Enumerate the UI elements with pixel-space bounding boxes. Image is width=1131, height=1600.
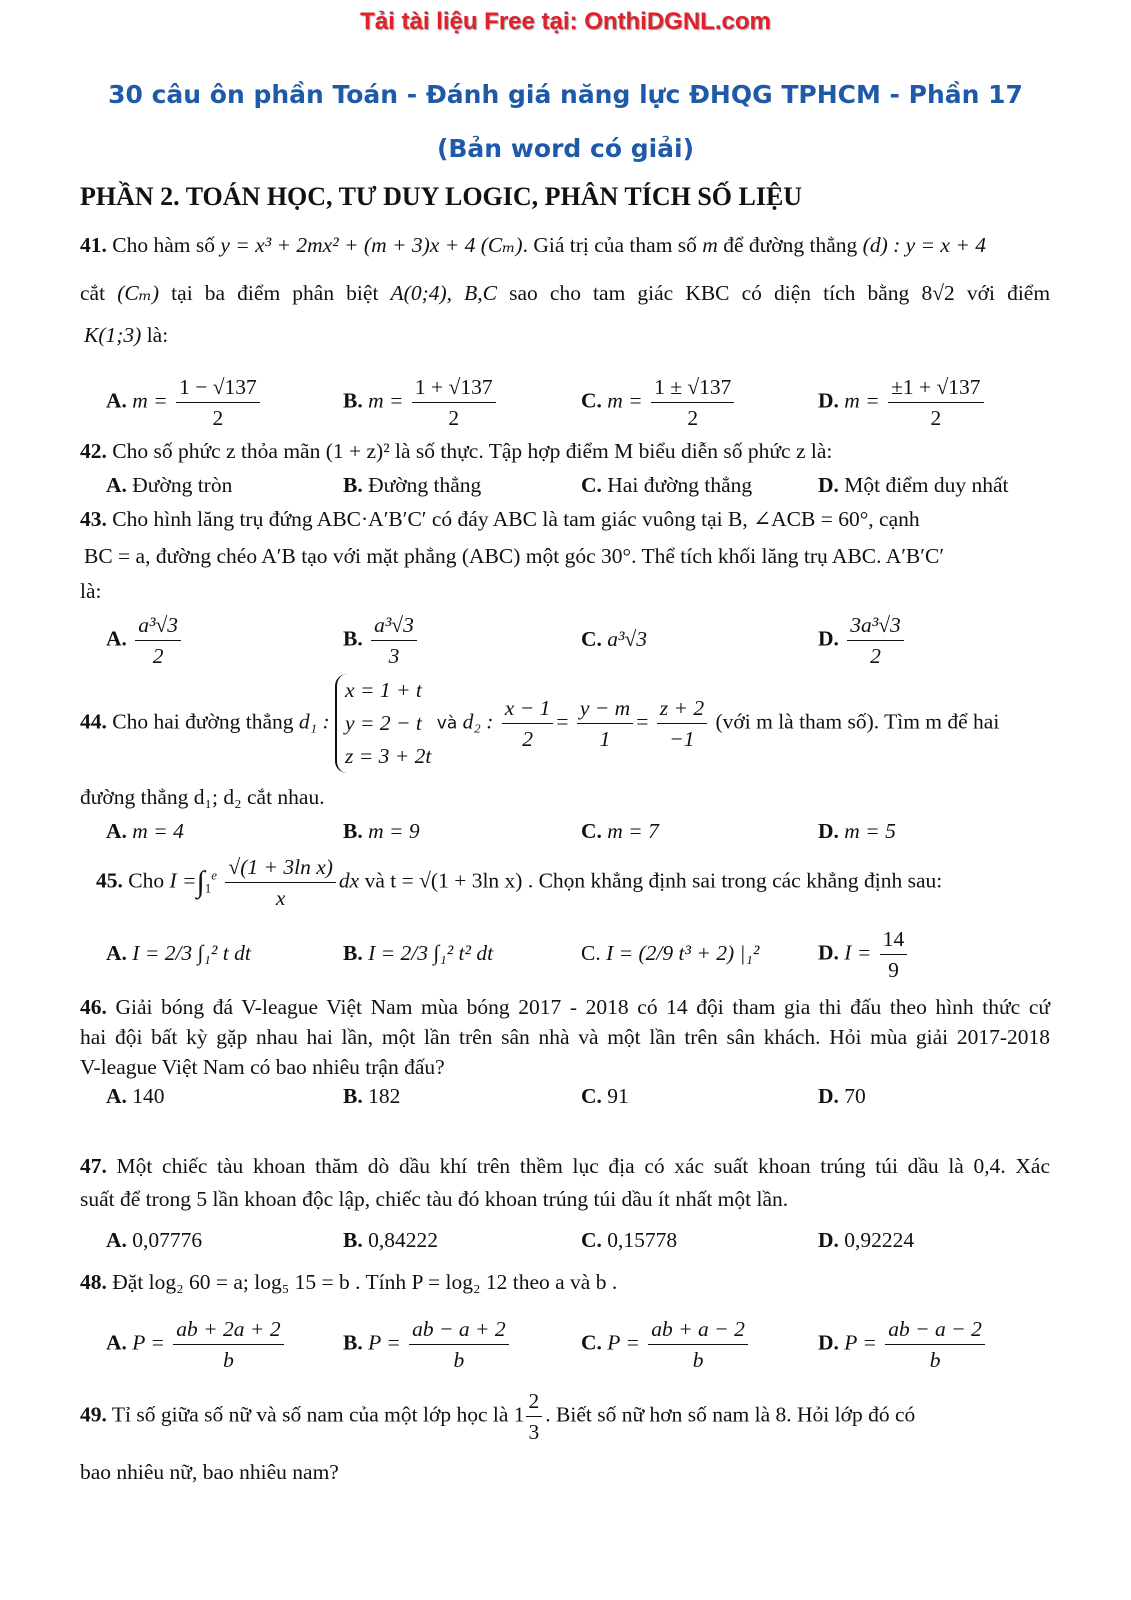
question-43-line-2: BC = a, đường chéo A′B tạo với mặt phẳng (ABC) một góc 30°. Thể tích khối lăng trụ ABC. A′B′C′ (84, 544, 945, 568)
question-43-line-1: 43. Cho hình lăng trụ đứng ABC·A′B′C′ có đáy ABC là tam giác vuông tại B, ∠ACB = 60°, cạnh (80, 507, 920, 531)
q43-option-d[interactable]: D. $\frac{\text{3a³√3}}{2}$ (818, 610, 907, 671)
q44-option-c[interactable]: C. m = 7 (581, 819, 659, 843)
q43-option-a[interactable]: A. $\frac{\text{a³√3}}{2}$ (106, 610, 184, 671)
question-41-line-2: cắt (Cₘ) tại ba điểm phân biệt A(0;4), B,C sao cho tam giác KBC có diện tích bằng 8√2 với điểm (80, 281, 1051, 305)
page-title: 30 câu ôn phần Toán - Đánh giá năng lực ĐHQG TPHCM - Phần 17 (108, 80, 1023, 109)
q48-option-d[interactable]: D. P = $\frac{ab - a - 2}{b}$ (818, 1314, 988, 1375)
section-heading: PHẦN 2. TOÁN HỌC, TƯ DUY LOGIC, PHÂN TÍCH SỐ LIỆU (80, 182, 803, 211)
q45-option-d[interactable]: D. I = $\frac{14}{9}$ (818, 924, 910, 985)
question-42: 42. Cho số phức z thỏa mãn (1 + z)² là số thực. Tập hợp điểm M biểu diễn số phức z là: (80, 439, 833, 463)
q45-option-b[interactable]: B. I = 2/3 ∫₁² t² dt (343, 941, 494, 965)
question-49-line-1: 49. Tỉ số giữa số nữ và số nam của một lớp học là 1 $\frac{2}{3}$ . Biết số nữ hơn số nam là 8. Hỏi lớp đó có (80, 1386, 1050, 1447)
q42-option-b[interactable]: B. Đường thẳng (343, 473, 482, 497)
q46-option-a[interactable]: A. 140 (106, 1084, 165, 1108)
question-49-line-2: bao nhiêu nữ, bao nhiêu nam? (80, 1460, 339, 1484)
q45-option-c[interactable]: C. I = (2/9 t³ + 2) |₁² (581, 941, 760, 965)
question-41-line-3: K(1;3) là: (84, 323, 169, 347)
question-number: 41. (80, 233, 107, 257)
q44-option-b[interactable]: B. m = 9 (343, 819, 420, 843)
question-46-line-2: hai đội bất kỳ gặp nhau hai lần, một lần trên sân nhà và một lần trên sân khách. Hỏi mùa giải 2017-2018 (80, 1025, 1050, 1049)
question-46-line-3: V-league Việt Nam có bao nhiêu trận đấu? (80, 1055, 445, 1079)
q43-option-b[interactable]: B. $\frac{\text{a³√3}}{3}$ (343, 610, 420, 671)
q41-option-d[interactable]: D. m = $\frac{\pm 1 + √137}{2}$ (818, 372, 987, 433)
page-subtitle: (Bản word có giải) (436, 134, 695, 163)
q48-option-b[interactable]: B. P = $\frac{ab - a + 2}{b}$ (343, 1314, 512, 1375)
question-47-line-1: 47. Một chiếc tàu khoan thăm dò dầu khí trên thềm lục địa có xác suất khoan trúng túi dầu là 0,4. Xác (80, 1154, 1050, 1178)
q47-option-a[interactable]: A. 0,07776 (106, 1228, 203, 1252)
q48-option-c[interactable]: C. P = $\frac{ab + a - 2}{b}$ (581, 1314, 751, 1375)
q46-option-c[interactable]: C. 91 (581, 1084, 629, 1108)
q42-option-c[interactable]: C. Hai đường thẳng (581, 473, 753, 497)
question-44-line-2: đường thẳng d₁; d₂ cắt nhau. (80, 785, 325, 809)
q43-option-c[interactable]: C. a³√3 (581, 627, 648, 651)
question-48: 48. Đặt log₂ 60 = a; log₅ 15 = b . Tính P = log₂ 12 theo a và b . (80, 1270, 618, 1294)
question-41-line-1: 41. Cho hàm số y = x³ + 2mx² + (m + 3)x + 4 (Cₘ). Giá trị của tham số m để đường thẳng (d) : y = x + 4 (80, 233, 986, 257)
question-43-line-3: là: (80, 579, 102, 603)
q46-option-b[interactable]: B. 182 (343, 1084, 401, 1108)
q44-option-a[interactable]: A. m = 4 (106, 819, 184, 843)
equation-system: x = 1 + t y = 2 − t z = 3 + 2t (335, 674, 431, 773)
q46-option-d[interactable]: D. 70 (818, 1084, 866, 1108)
q42-option-d[interactable]: D. Một điểm duy nhất (818, 473, 1009, 497)
q42-option-a[interactable]: A. Đường tròn (106, 473, 233, 497)
q47-option-c[interactable]: C. 0,15778 (581, 1228, 678, 1252)
q44-option-d[interactable]: D. m = 5 (818, 819, 896, 843)
q41-option-c[interactable]: C. m = $\frac{1 \pm √137}{2}$ (581, 372, 737, 433)
q47-option-d[interactable]: D. 0,92224 (818, 1228, 915, 1252)
q47-option-b[interactable]: B. 0,84222 (343, 1228, 438, 1252)
question-45-line-1: 45. Cho $I =\int_1^e$ $\frac{\text{√(1 + 3ln x)}}{x}$ dx và t = √(1 + 3ln x) . Chọn khẳng định sai trong các khẳng định sau: (96, 852, 1066, 913)
question-44-line-1: 44. Cho hai đường thẳng d₁ : x = 1 + t y = 2 − t z = 3 + 2t và d₂ : $\frac{x - 1}{2}$ = $\frac{y - m}{1}$ = $\frac{z + 2}{-1}$ (với m là tham số). Tìm m để hai (80, 674, 1050, 773)
question-47-line-2: suất để trong 5 lần khoan độc lập, chiếc tàu đó khoan trúng túi dầu ít nhất một lần. (80, 1187, 789, 1211)
question-46-line-1: 46. Giải bóng đá V-league Việt Nam mùa bóng 2017 - 2018 có 14 đội tham gia thi đấu theo hình thức cứ (80, 995, 1051, 1019)
download-banner[interactable]: Tải tài liệu Free tại: OnthiDGNL.com (360, 8, 771, 35)
q41-option-b[interactable]: B. m = $\frac{1 + √137}{2}$ (343, 372, 499, 433)
q41-option-a[interactable]: A. m = $\frac{1 - √137}{2}$ (106, 372, 263, 433)
q45-option-a[interactable]: A. I = 2/3 ∫₁² t dt (106, 941, 251, 965)
q48-option-a[interactable]: A. P = $\frac{ab + 2a + 2}{b}$ (106, 1314, 287, 1375)
